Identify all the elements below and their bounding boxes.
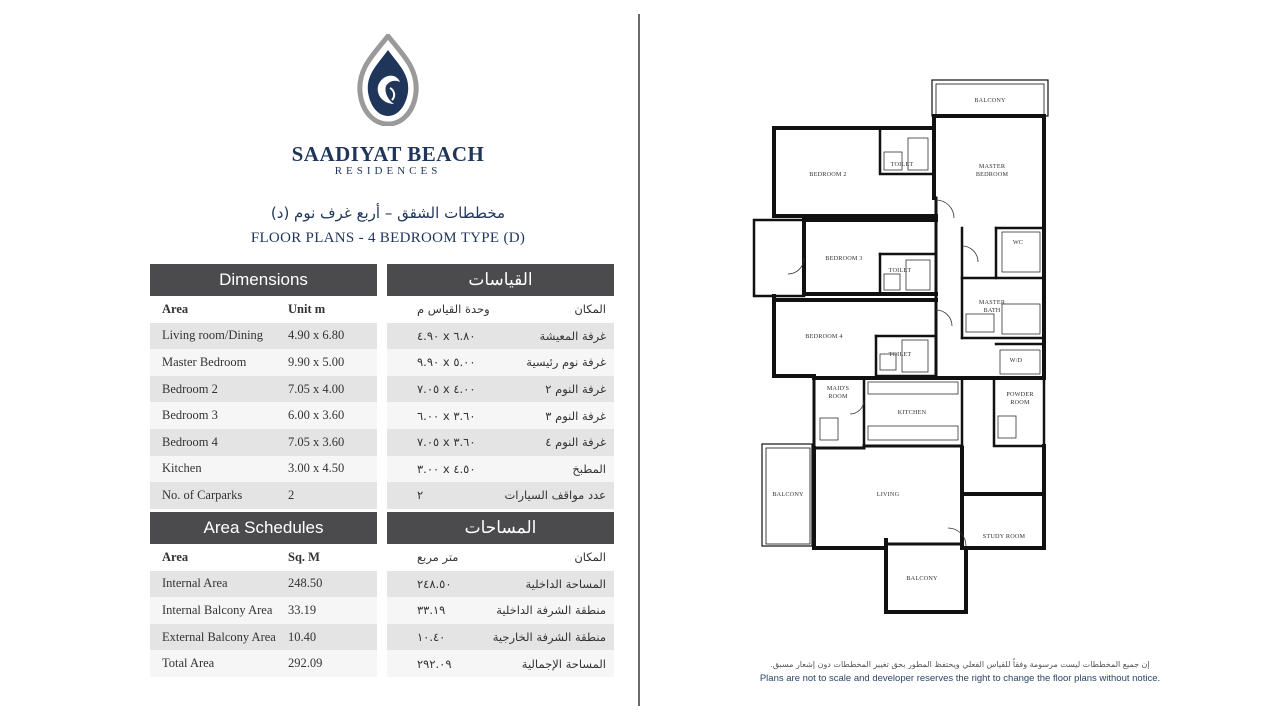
table-header-row [387, 544, 614, 571]
column-area: Area [162, 301, 189, 316]
dimensions-table [150, 264, 377, 509]
label-toilet-3: TOILET [888, 351, 912, 358]
table-row [150, 482, 377, 509]
area-value: 10.40 [288, 629, 317, 644]
label-powder-room-line2: ROOM [1010, 399, 1030, 406]
column-area: Area [162, 549, 189, 564]
area-name: المساحة الإجمالية [521, 656, 606, 671]
label-balcony-left: BALCONY [772, 491, 804, 498]
label-master-bath-line2: BATH [983, 307, 1001, 314]
column-unit: Unit m [288, 301, 326, 316]
area-value: 7.05 x 3.60 [288, 434, 345, 449]
table-row [387, 323, 614, 350]
label-wd: W/D [1009, 357, 1023, 364]
table-row [150, 376, 377, 403]
area-name: Internal Area [162, 576, 228, 591]
label-bedroom-4: BEDROOM 4 [805, 333, 843, 340]
area-value: ٢٩٢.٠٩ [417, 656, 452, 671]
label-toilet-2: TOILET [888, 267, 912, 274]
table-row [387, 571, 614, 598]
brand-name: SAADIYAT BEACH [291, 142, 485, 166]
table-row [150, 571, 377, 598]
table-row [387, 456, 614, 483]
area-name: المطبخ [572, 461, 606, 476]
table-row [150, 323, 377, 350]
area-value: ٩.٩٠ x ٥.٠٠ [417, 355, 476, 370]
column-area: المكان [574, 550, 606, 565]
table-row [387, 650, 614, 677]
area-value: 7.05 x 4.00 [288, 381, 345, 396]
area-schedules-table [150, 512, 377, 677]
area-name: Bedroom 2 [162, 381, 218, 396]
area-name: No. of Carparks [162, 487, 243, 502]
area-value: 292.09 [288, 656, 323, 671]
table-row [387, 597, 614, 624]
area-name: غرفة النوم ٤ [545, 435, 606, 450]
area-schedules-header: Area Schedules [150, 512, 377, 544]
area-schedules-header-arabic: المساحات [387, 512, 614, 544]
area-name: غرفة النوم ٢ [545, 382, 606, 397]
label-master-bedroom-line1: MASTER [978, 163, 1006, 170]
area-schedules-table-arabic [387, 512, 614, 677]
page-title: FLOOR PLANS - 4 BEDROOM TYPE (D) [250, 230, 526, 246]
table-row [150, 349, 377, 376]
label-bedroom-2: BEDROOM 2 [809, 171, 847, 178]
area-name: Living room/Dining [162, 328, 264, 343]
column-area: المكان [574, 302, 606, 317]
table-row [150, 429, 377, 456]
page-title-arabic: مخططات الشقق – أربع غرف نوم (د) [270, 204, 506, 222]
table-row [387, 482, 614, 509]
table-header-row [150, 544, 377, 571]
area-name: منطقة الشرفة الداخلية [496, 603, 606, 618]
area-value: 4.90 x 6.80 [288, 328, 345, 343]
label-kitchen: KITCHEN [897, 409, 927, 416]
area-value: ٤.٩٠ x ٦.٨٠ [417, 328, 476, 343]
area-name: Bedroom 3 [162, 408, 218, 423]
label-maids-room-line1: MAID'S [826, 385, 850, 392]
area-name: Bedroom 4 [162, 434, 218, 449]
table-header-row [387, 296, 614, 323]
area-value: ٢ [417, 488, 424, 503]
area-value: 3.00 x 4.50 [288, 461, 345, 476]
table-row [150, 624, 377, 651]
table-row [387, 349, 614, 376]
label-wc: WC [1012, 239, 1024, 246]
dimensions-table-arabic [387, 264, 614, 509]
disclaimer-arabic: إن جميع المخططات ليست مرسومة وفقاً للقياس الفعلي ويحتفظ المطور بحق تغيير المخططات دون إشعار مسبق. [770, 660, 1150, 669]
label-maids-room-line2: ROOM [828, 393, 848, 400]
area-name: Kitchen [162, 461, 202, 476]
area-value: ٦.٠٠ x ٣.٦٠ [417, 408, 476, 423]
area-value: ٣.٠٠ x ٤.٥٠ [417, 461, 476, 476]
area-value: ٧.٠٥ x ٤.٠٠ [417, 382, 476, 397]
table-row [150, 597, 377, 624]
brand-subtitle: RESIDENCES [334, 165, 442, 177]
label-living: LIVING [876, 491, 900, 498]
dimensions-header-arabic: القياسات [387, 264, 614, 296]
area-value: 2 [288, 487, 295, 502]
table-row [387, 376, 614, 403]
floor-plan [740, 78, 1060, 618]
area-value: ١٠.٤٠ [417, 630, 446, 645]
table-row [150, 650, 377, 677]
table-row [387, 402, 614, 429]
label-powder-room-line1: POWDER [1006, 391, 1034, 398]
area-name: Internal Balcony Area [162, 602, 273, 617]
dimensions-header: Dimensions [150, 264, 377, 296]
label-master-bedroom-line2: BEDROOM [975, 171, 1009, 178]
area-name: المساحة الداخلية [525, 576, 606, 591]
area-value: 33.19 [288, 602, 317, 617]
label-balcony-top: BALCONY [974, 97, 1006, 104]
area-name: Master Bedroom [162, 354, 247, 369]
area-name: غرفة نوم رئيسية [526, 355, 606, 370]
label-balcony-bottom: BALCONY [906, 575, 938, 582]
table-row [387, 624, 614, 651]
area-name: External Balcony Area [162, 629, 276, 644]
area-name: غرفة المعيشة [539, 328, 606, 343]
table-row [150, 456, 377, 483]
area-value: 9.90 x 5.00 [288, 354, 345, 369]
column-unit: وحدة القياس م [417, 302, 490, 317]
area-value: ٣٣.١٩ [417, 603, 446, 618]
label-toilet-1: TOILET [890, 161, 914, 168]
area-name: عدد مواقف السيارات [504, 488, 606, 503]
label-bedroom-3: BEDROOM 3 [825, 255, 863, 262]
saadiyat-logo-icon [356, 34, 420, 126]
column-unit: متر مربع [417, 550, 459, 565]
table-row [150, 402, 377, 429]
area-name: غرفة النوم ٣ [545, 408, 606, 423]
area-name: Total Area [162, 656, 215, 671]
area-value: ٧.٠٥ x ٣.٦٠ [417, 435, 476, 450]
column-unit: Sq. M [288, 549, 320, 564]
area-value: 6.00 x 3.60 [288, 408, 345, 423]
disclaimer: Plans are not to scale and developer reserves the right to change the floor plans without notice. [759, 673, 1161, 684]
area-value: 248.50 [288, 576, 323, 591]
label-study-room: STUDY ROOM [982, 533, 1026, 540]
page-divider [638, 14, 640, 706]
area-name: منطقة الشرفة الخارجية [492, 630, 606, 645]
area-value: ٢٤٨.٥٠ [417, 576, 452, 591]
table-header-row [150, 296, 377, 323]
table-row [387, 429, 614, 456]
label-master-bath-line1: MASTER [978, 299, 1006, 306]
